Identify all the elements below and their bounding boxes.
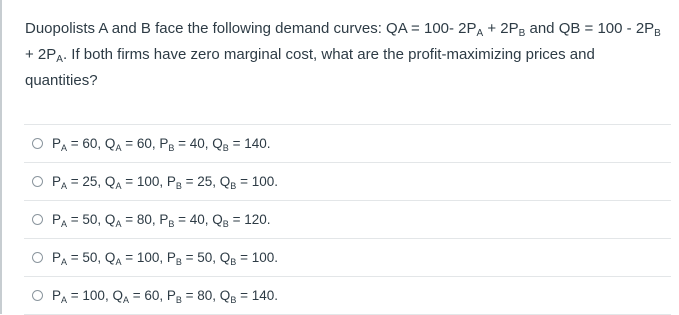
answer-label: $P_A = 60$, $Q_A = 60$, $P_B = 40$, $Q_B = 140$. [52, 136, 271, 153]
radio-button[interactable] [32, 176, 43, 187]
answer-option-3[interactable] [24, 201, 671, 239]
answer-label: $P_A = 100$, $Q_A = 60$, $P_B = 80$, $Q_B = 140$. [52, 288, 278, 305]
radio-button[interactable] [32, 290, 43, 301]
radio-button[interactable] [32, 252, 43, 263]
answer-list [24, 124, 671, 315]
answer-label: $P_A = 50$, $Q_A = 80$, $P_B = 40$, $Q_B = 120$. [52, 212, 271, 229]
answer-option-1[interactable] [24, 125, 671, 163]
question-left-border [0, 0, 2, 314]
radio-button[interactable] [32, 214, 43, 225]
answer-option-4[interactable] [24, 239, 671, 277]
question-text: Duopolists A and B face the following demand curves: QA = 100- $2P_A + 2P_B$ and QB = $100 - 2P_B + 2P_A$. If both firms have zero marginal cost, what are the profit-maximizing prices and quantities? [25, 20, 661, 89]
answer-label: $P_A = 25$, $Q_A = 100$, $P_B = 25$, $Q_B = 100$. [52, 174, 278, 191]
answer-option-2[interactable] [24, 163, 671, 201]
answer-label: $P_A = 50$, $Q_A = 100$, $P_B = 50$, $Q_B = 100$. [52, 250, 278, 267]
radio-button[interactable] [32, 138, 43, 149]
answer-option-5[interactable] [24, 277, 671, 315]
